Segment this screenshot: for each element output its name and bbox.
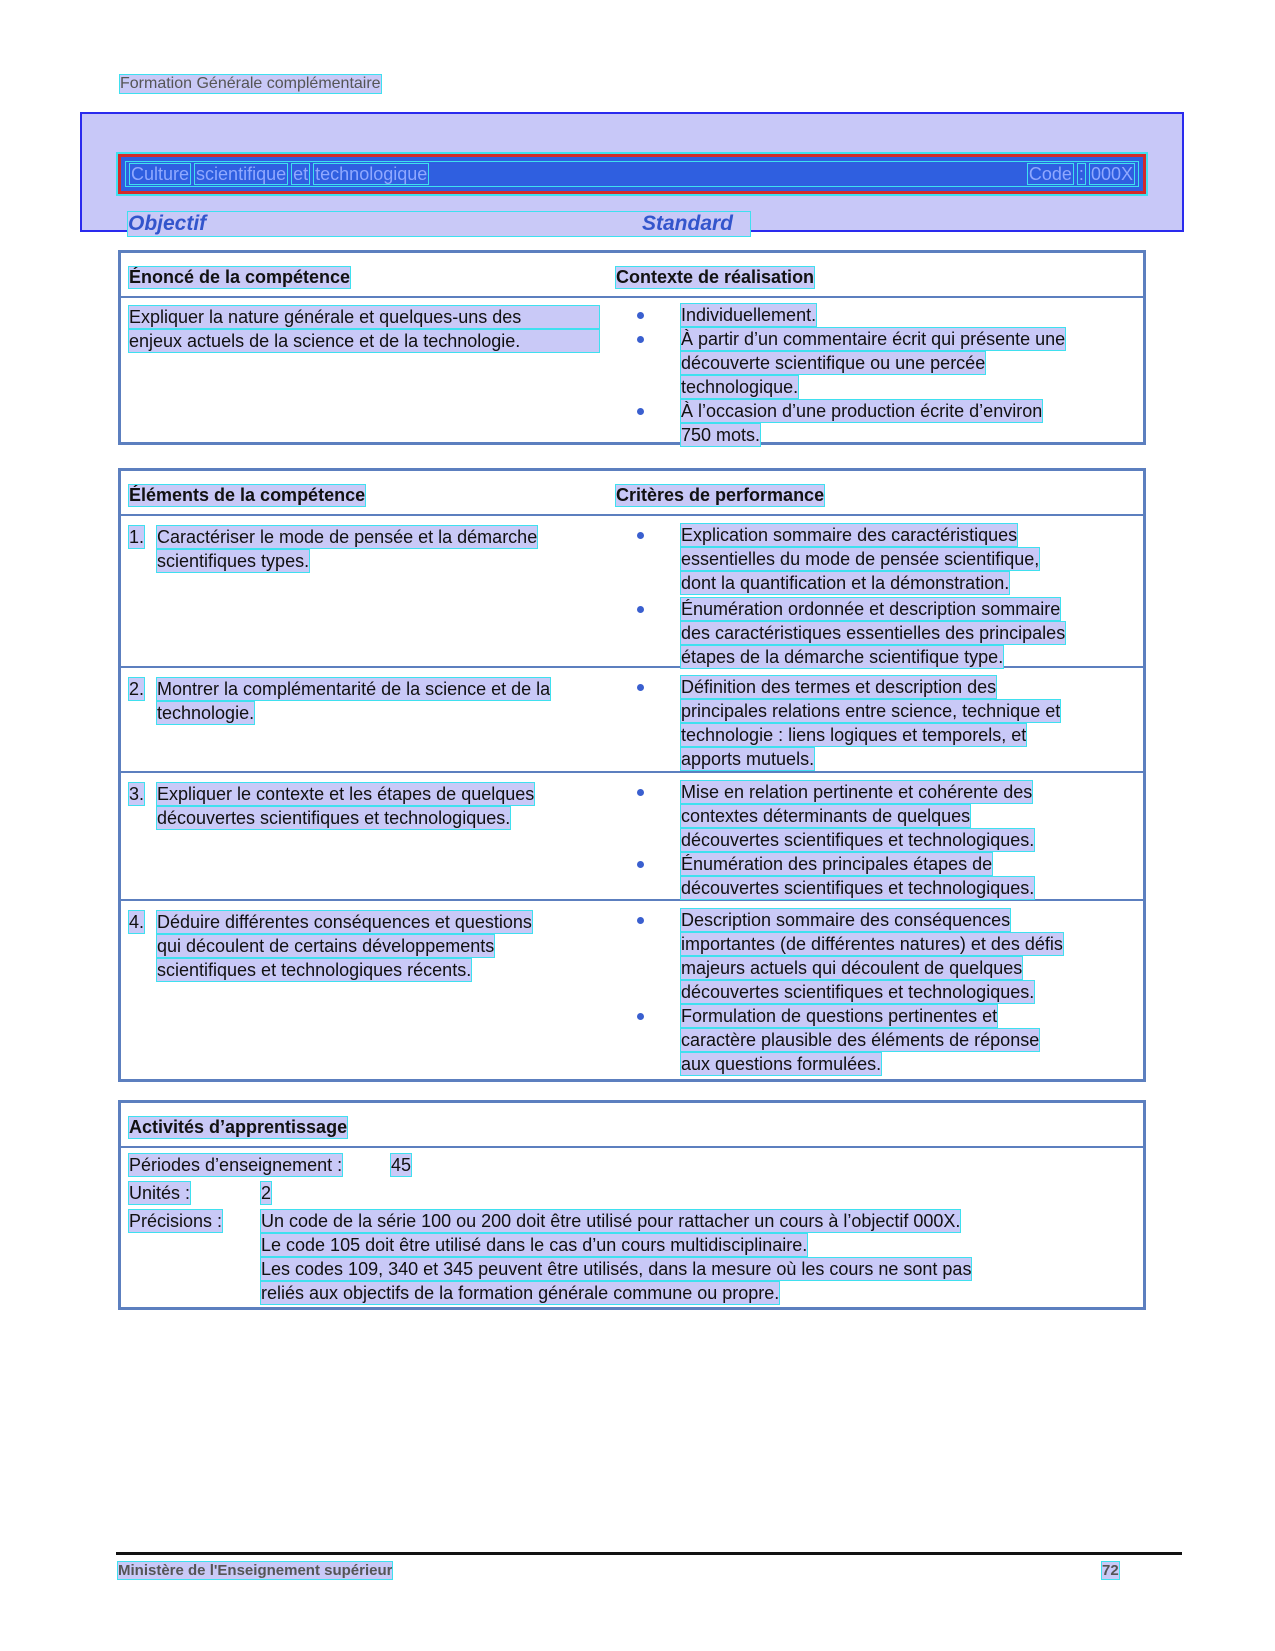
criterion-line: contextes déterminants de quelques [681,806,971,826]
criterion-line: principales relations entre science, technique et [681,701,1061,721]
bullet-icon [637,1013,644,1020]
bullet-icon [637,532,644,539]
criterion-line: caractère plausible des éléments de réponse [681,1030,1040,1050]
periods-value: 45 [391,1155,412,1175]
element-line: scientifiques et technologiques récents. [157,960,472,980]
bullet-icon [637,336,644,343]
element-number: 1. [129,527,145,547]
element-number: 2. [129,679,145,699]
element-number: 4. [129,912,145,932]
element-line: Expliquer le contexte et les étapes de quelques [157,784,535,804]
criteria-heading: Critères de performance [616,485,825,505]
units-label: Unités : [129,1183,191,1203]
criterion-line: découvertes scientifiques et technologiques. [681,830,1035,850]
element-number: 3. [129,784,145,804]
course-code [1028,164,1134,185]
activities-table [118,1100,1146,1310]
element-row [121,901,1143,1079]
criterion-line: essentielles du mode de pensée scientifique, [681,549,1040,569]
course-title-word: scientifique [196,163,287,184]
course-title-word: technologique [315,163,428,184]
criterion-line: Explication sommaire des caractéristiques [681,525,1018,545]
criterion-line: Description sommaire des conséquences [681,910,1011,930]
competence-row [121,298,1143,445]
activities-header [121,1103,1143,1148]
details-line: reliés aux objectifs de la formation générale commune ou propre. [261,1283,780,1303]
criterion-line: apports mutuels. [681,749,815,769]
bullet-icon [637,789,644,796]
element-line: technologie. [157,703,255,723]
criterion-line: découvertes scientifiques et technologiques. [681,982,1035,1002]
details-line: Le code 105 doit être utilisé dans le cas d’un cours multidisciplinaire. [261,1235,808,1255]
criterion-line: étapes de la démarche scientifique type. [681,647,1004,667]
competence-table [118,250,1146,445]
element-line: Caractériser le mode de pensée et la démarche [157,527,538,547]
bullet-icon [637,312,644,319]
standard-label: Standard [642,212,734,235]
bullet-icon [637,606,644,613]
criterion-line: des caractéristiques essentielles des principales [681,623,1066,643]
elements-table [118,468,1146,1082]
units-value: 2 [261,1183,272,1203]
context-item: À l’occasion d’une production écrite d’environ [681,401,1043,421]
bullet-icon [637,408,644,415]
context-item: découverte scientifique ou une percée [681,353,986,373]
element-line: Déduire différentes conséquences et questions [157,912,532,932]
criterion-line: importantes (de différentes natures) et des défis [681,934,1063,954]
context-heading: Contexte de réalisation [616,267,815,287]
bullet-icon [637,861,644,868]
bullet-icon [637,684,644,691]
criterion-line: Formulation de questions pertinentes et [681,1006,998,1026]
code-value: 000X [1090,163,1133,184]
element-line: scientifiques types. [157,551,310,571]
element-line: qui découlent de certains développements [157,936,495,956]
statement-line: Expliquer la nature générale et quelques-uns des [129,306,599,328]
criterion-line: dont la quantification et la démonstration. [681,573,1010,593]
details-line: Un code de la série 100 ou 200 doit être utilisé pour rattacher un cours à l’objectif 000X. [261,1211,961,1231]
context-item: technologique. [681,377,799,397]
bullet-icon [637,917,644,924]
course-title-word: et [293,163,309,184]
criterion-line: Énumération ordonnée et description sommaire [681,599,1061,619]
element-line: Montrer la complémentarité de la science et de la [157,679,551,699]
competence-table-header [121,253,1143,298]
course-title-bar [118,154,1146,194]
footer-ministry: Ministère de l'Enseignement supérieur [118,1562,393,1579]
running-header: Formation Générale complémentaire [120,75,381,92]
objective-label: Objectif [128,212,207,235]
periods-label: Périodes d’enseignement : [129,1155,343,1175]
details-line: Les codes 109, 340 et 345 peuvent être utilisés, dans la mesure où les cours ne sont pas [261,1259,972,1279]
criterion-line: majeurs actuels qui découlent de quelques [681,958,1023,978]
objective-standard-row [128,212,750,236]
context-item: 750 mots. [681,425,761,445]
statement-line: enjeux actuels de la science et de la technologie. [129,330,599,352]
element-row [121,773,1143,901]
code-label: Code [1028,163,1072,184]
details-label: Précisions : [129,1211,223,1231]
activities-heading: Activités d’apprentissage [129,1117,348,1137]
criterion-line: technologie : liens logiques et temporels, et [681,725,1027,745]
code-separator: : [1078,163,1084,184]
course-title-word: Culture [131,163,190,184]
criterion-line: Mise en relation pertinente et cohérente des [681,782,1033,802]
page-number: 72 [1102,1562,1119,1579]
elements-table-header [121,471,1143,516]
statement-heading: Énoncé de la compétence [129,267,351,287]
activities-body [121,1148,1143,1308]
criterion-line: Définition des termes et description des [681,677,997,697]
criterion-line: aux questions formulées. [681,1054,882,1074]
context-item: À partir d’un commentaire écrit qui présente une [681,329,1066,349]
course-title [130,164,428,185]
context-item: Individuellement. [681,305,817,325]
elements-heading: Éléments de la compétence [129,485,366,505]
footer-rule [116,1552,1182,1555]
criterion-line: découvertes scientifiques et technologiques. [681,878,1035,898]
element-row [121,516,1143,668]
element-line: découvertes scientifiques et technologiques. [157,808,511,828]
element-row [121,668,1143,773]
criterion-line: Énumération des principales étapes de [681,854,993,874]
